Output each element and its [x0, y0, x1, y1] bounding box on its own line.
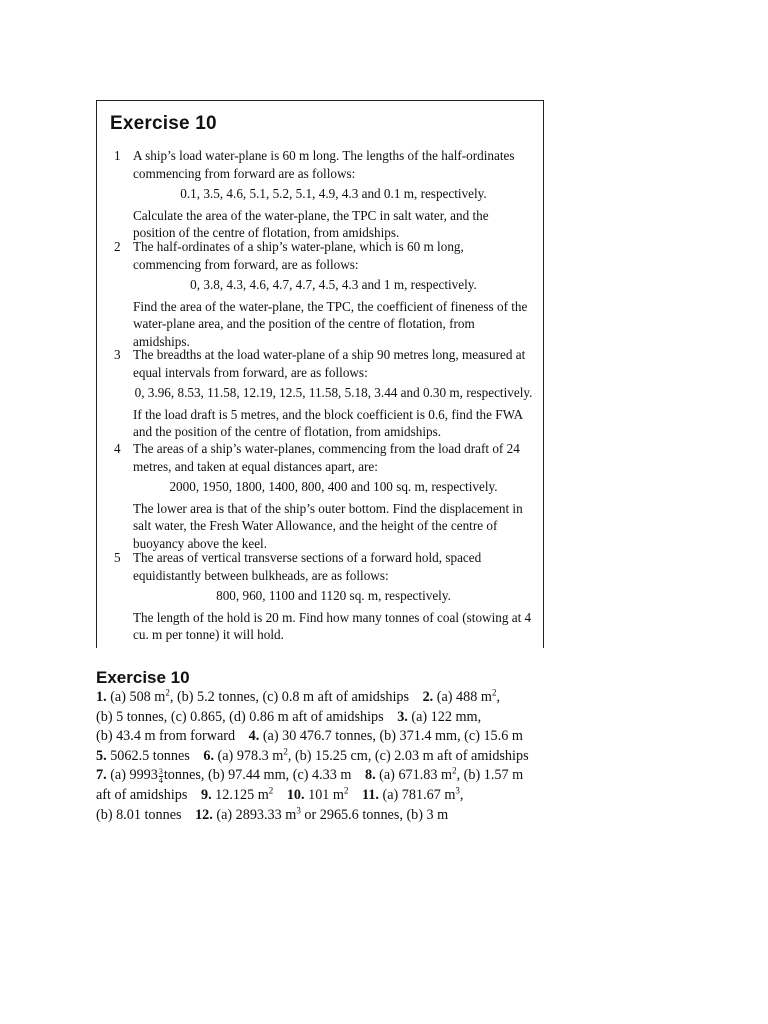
question-number: 2	[114, 239, 121, 254]
answers-line	[96, 806, 556, 826]
answer-text: 5062.5 tonnes	[110, 747, 190, 764]
question-values: 0, 3.8, 4.3, 4.6, 4.7, 4.7, 4.5, 4.3 and 1 m, respectively.	[190, 277, 477, 292]
answer-text: (a) 9993	[110, 767, 158, 784]
answers-line	[96, 747, 556, 767]
answer-text: (a) 508 m	[110, 689, 166, 705]
superscript: 2	[452, 765, 457, 776]
question-follow: Find the area of the water-plane, the TPC, the coefficient of fineness of the water-plane area, and the position of the centre of flotation, from amidships.	[133, 298, 528, 349]
question-values: 800, 960, 1100 and 1120 sq. m, respectively.	[216, 588, 451, 603]
superscript: 3	[296, 804, 301, 815]
question-text: A ship’s load water-plane is 60 m long. The lengths of the half-ordinates commencing from forward are as follows:	[133, 148, 515, 181]
question-text: The areas of vertical transverse sections of a forward hold, spaced equidistantly between bulkheads, are as follows:	[133, 550, 482, 583]
question-text: The areas of a ship’s water-planes, commencing from the load draft of 24 metres, and taken at equal distances apart, are:	[133, 441, 520, 474]
answer-text: (b) 5 tonnes, (c) 0.865, (d) 0.86 m aft of amidships	[96, 708, 384, 725]
superscript: 2	[343, 785, 349, 796]
answer-text: tonnes, (b) 97.44 mm, (c) 4.33 m	[163, 767, 352, 784]
exercise-title: Exercise 10	[110, 113, 217, 134]
answer-text: ,	[459, 786, 464, 803]
answer-text: , (b) 1.57 m	[456, 767, 524, 784]
answer-text: (a) 671.83 m	[379, 767, 453, 784]
answer-number: 10.	[286, 786, 305, 803]
answer-text: , (b) 15.25 cm, (c) 2.03 m aft of amidships	[287, 747, 529, 764]
answer-number: 7.	[96, 767, 107, 784]
answer-text: (a) 2893.33 m	[216, 806, 297, 823]
question-5	[114, 549, 534, 644]
answers-block	[96, 688, 556, 825]
answer-text: or 2965.6 tonnes, (b) 3 m	[300, 806, 449, 823]
answer-text: 101 m	[308, 786, 344, 803]
answers-line	[96, 708, 556, 728]
answers-line	[96, 766, 556, 786]
question-values: 0.1, 3.5, 4.6, 5.1, 5.2, 5.1, 4.9, 4.3 and 0.1 m, respectively.	[180, 186, 487, 201]
answer-number: 8.	[364, 767, 376, 784]
answer-number: 1.	[96, 689, 107, 705]
answer-number: 4.	[248, 728, 260, 745]
answer-text: (b) 8.01 tonnes	[96, 806, 182, 823]
answer-text: (a) 978.3 m	[217, 747, 284, 764]
question-follow: If the load draft is 5 metres, and the block coefficient is 0.6, find the FWA and the position of the centre of flotation, from amidships.	[133, 406, 523, 439]
fraction-numerator: 3	[158, 766, 163, 776]
question-number: 4	[114, 441, 121, 456]
answer-text: aft of amidships	[96, 786, 188, 803]
answer-number: 6.	[203, 747, 214, 764]
answers-line	[96, 727, 556, 747]
answer-text: (a) 122 mm,	[411, 708, 482, 725]
answer-text: (a) 488 m	[436, 689, 492, 705]
fraction	[159, 768, 163, 785]
question-1	[114, 147, 534, 242]
question-values: 0, 3.96, 8.53, 11.58, 12.19, 12.5, 11.58, 5.18, 3.44 and 0.30 m, respectively.	[134, 385, 533, 400]
answers-line	[96, 688, 556, 708]
answers-line	[96, 786, 556, 806]
answer-number: 5.	[96, 747, 107, 764]
answers-title: Exercise 10	[96, 668, 190, 687]
question-3	[114, 346, 534, 441]
question-number: 5	[114, 550, 121, 565]
question-follow: Calculate the area of the water-plane, the TPC in salt water, and the position of the centre of flotation, from amidships.	[133, 207, 489, 240]
fraction-denominator: 4	[158, 775, 163, 785]
superscript: 2	[491, 687, 497, 698]
answer-text: , (b) 5.2 tonnes, (c) 0.8 m aft of amidships	[169, 689, 410, 705]
question-4	[114, 440, 534, 552]
answer-text: 12.125 m	[215, 786, 269, 803]
superscript: 2	[165, 687, 170, 698]
question-follow: The length of the hold is 20 m. Find how many tonnes of coal (stowing at 4 cu. m per tonne) it will hold.	[133, 609, 532, 642]
answer-number: 12.	[195, 806, 213, 823]
superscript: 2	[283, 746, 288, 757]
question-text: The breadths at the load water-plane of a ship 90 metres long, measured at equal intervals from forward, are as follows:	[133, 347, 526, 380]
answer-number: 2.	[422, 689, 434, 705]
answer-number: 9.	[200, 786, 212, 803]
question-number: 1	[114, 148, 121, 163]
answer-text: ,	[496, 689, 500, 705]
answer-number: 11.	[362, 786, 379, 803]
answer-text: (b) 43.4 m from forward	[96, 728, 236, 745]
question-number: 3	[114, 347, 121, 362]
question-values: 2000, 1950, 1800, 1400, 800, 400 and 100 sq. m, respectively.	[169, 479, 498, 494]
question-follow: The lower area is that of the ship’s outer bottom. Find the displacement in salt water, the Fresh Water Allowance, and the height of the centre of buoyancy above the keel.	[133, 500, 523, 551]
superscript: 2	[268, 785, 274, 796]
question-2	[114, 238, 534, 350]
superscript: 3	[455, 785, 460, 796]
answer-number: 3.	[397, 708, 408, 725]
answer-text: (a) 781.67 m	[382, 786, 456, 803]
question-text: The half-ordinates of a ship’s water-plane, which is 60 m long, commencing from forward, are as follows:	[133, 239, 464, 272]
answer-text: (a) 30 476.7 tonnes, (b) 371.4 mm, (c) 15.6 m	[262, 728, 523, 745]
